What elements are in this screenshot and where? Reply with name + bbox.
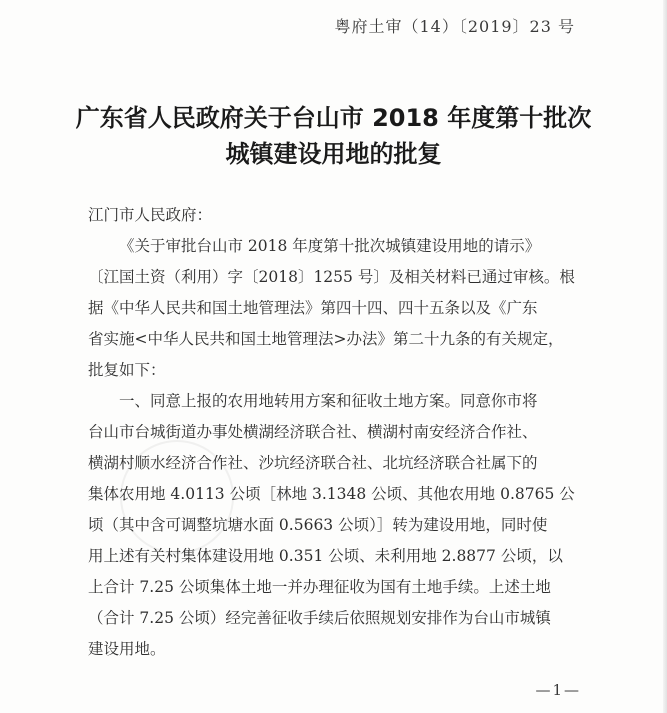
page-number: —1— bbox=[535, 681, 581, 699]
body-line-8: 横湖村顺水经济合作社、沙坑经济联合社、北坑经济联合社属下的 bbox=[88, 454, 538, 472]
document-number: 粤府土审（14）〔2019〕23 号 bbox=[334, 17, 575, 36]
body-line-6: 一、同意上报的农用地转用方案和征收土地方案。同意你市将 bbox=[119, 392, 538, 410]
body-line-13: （合计 7.25 公顷）经完善征收手续后依照规划安排作为台山市城镇 bbox=[88, 609, 551, 627]
body-line-2: 〔江国土资（利用）字〔2018〕1255 号〕及相关材料已通过审核。根 bbox=[88, 268, 575, 286]
body-line-14: 建设用地。 bbox=[88, 640, 166, 658]
document-body bbox=[88, 200, 588, 665]
body-line-9: 集体农用地 4.0113 公顷［林地 3.1348 公顷、其他农用地 0.8765 公 bbox=[88, 485, 575, 503]
body-line-12: 上合计 7.25 公顷集体土地一并办理征收为国有土地手续。上述土地 bbox=[88, 578, 551, 596]
body-line-10: 顷（其中含可调整坑塘水面 0.5663 公顷）］转为建设用地，同时使 bbox=[88, 516, 548, 534]
title-line-2: 城镇建设用地的批复 bbox=[225, 140, 442, 168]
body-line-3: 据《中华人民共和国土地管理法》第四十四、四十五条以及《广东 bbox=[88, 299, 538, 317]
body-line-7: 台山市台城街道办事处横湖经济联合社、横湖村南安经济合作社、 bbox=[88, 423, 538, 441]
salutation: 江门市人民政府： bbox=[88, 206, 213, 224]
body-line-5: 批复如下： bbox=[88, 361, 166, 379]
title-line-1: 广东省人民政府关于台山市 2018 年度第十批次 bbox=[75, 104, 592, 132]
document-title bbox=[0, 100, 667, 172]
body-line-4: 省实施<中华人民共和国土地管理法>办法》第二十九条的有关规定， bbox=[88, 330, 564, 348]
body-line-11: 用上述有关村集体建设用地 0.351 公顷、未利用地 2.8877 公顷，以 bbox=[88, 547, 563, 565]
body-line-1: 《关于审批台山市 2018 年度第十批次城镇建设用地的请示》 bbox=[119, 237, 541, 255]
